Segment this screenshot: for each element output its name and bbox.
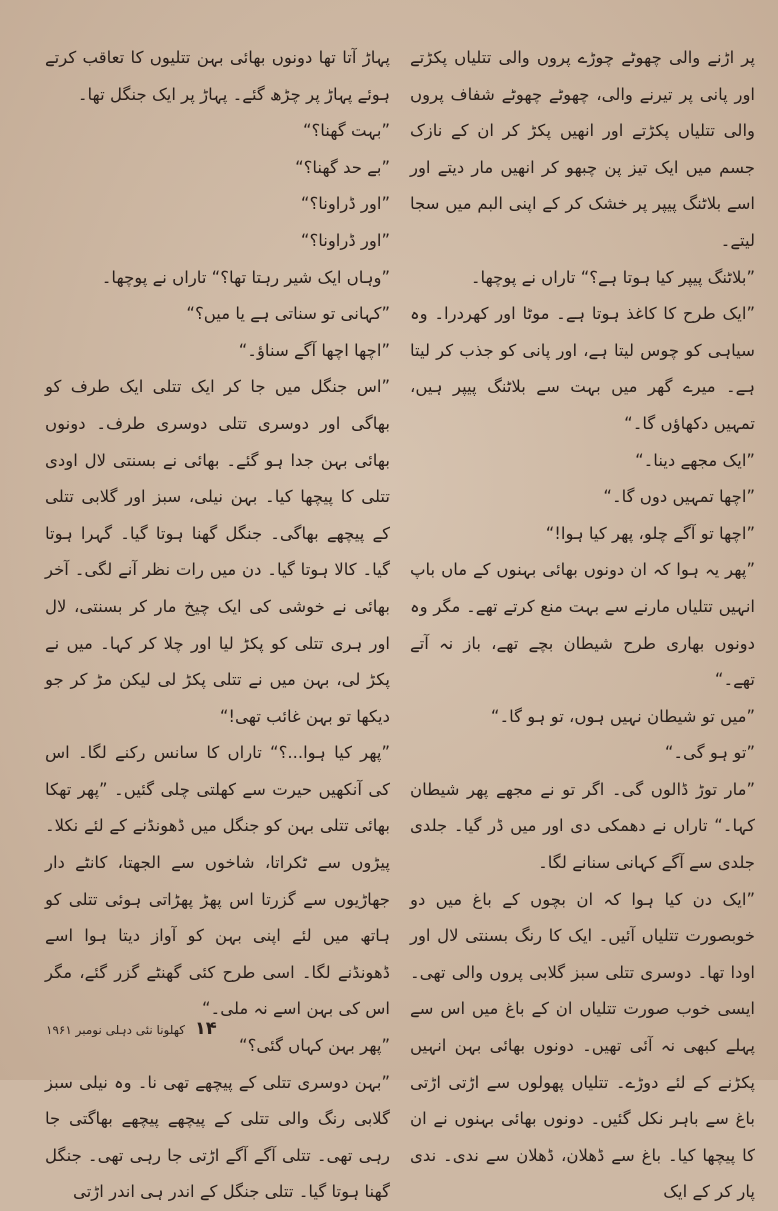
paragraph: ”وہاں ایک شیر رہتا تھا؟“ تاراں نے پوچھا۔ [101, 267, 390, 287]
paragraph: ”اور ڈراونا؟“ [300, 194, 390, 214]
paragraph: ”میں تو شیطان نہیں ہوں، تو ہو گا۔“ [490, 706, 755, 726]
publication-line: کھلونا نئی دہلی نومبر ۱۹۶۱ [46, 1023, 185, 1037]
page-number: ۱۴ [194, 1018, 217, 1039]
paragraph: ”اچھا تو آگے چلو، پھر کیا ہوا!“ [545, 523, 755, 543]
paragraph: ”بلاٹنگ پیپر کیا ہوتا ہے؟“ تاراں نے پوچھا۔ [470, 267, 755, 287]
paragraph: پہاڑ آتا تھا دونوں بھائی بہن تتلیوں کا تعاقب کرتے ہوئے پہاڑ پر چڑھ گئے۔ پہاڑ پر ایک جنگل تھا۔ [45, 48, 390, 104]
paragraph: ”پھر کیا ہوا...؟“ تاراں کا سانس رکنے لگا۔ اس کی آنکھیں حیرت سے کھلتی چلی گئیں۔ ”پھر تھکا بھائی تتلی بہن کو جنگل میں ڈھونڈنے کے لئے نکلا۔ پیڑوں سے ٹکراتا، شاخوں سے الجھتا، کانٹے دار جھاڑیوں سے گزرتا اس پھڑ پھڑاتی ہوئی تتلی کو ہاتھ میں لئے اپنی بہن کو آواز دیتا ہوا اسے ڈھونڈنے لگا۔ اسی طرح کئی گھنٹے گزر گئے، مگر اس کی بہن اسے نہ ملی۔“ [45, 743, 390, 1019]
paragraph: ”پھر یہ ہوا کہ ان دونوں بھائی بہنوں کے ماں باپ انہیں تتلیاں مارنے سے بہت منع کرتے تھے۔ مگر وہ دونوں بھاری طرح شیطان بچے تھے، باز نہ آتے تھے۔“ [410, 560, 755, 690]
page-footer [46, 1018, 217, 1039]
paragraph: پر اڑنے والی چھوٹے چوڑے پروں والی تتلیاں پکڑتے اور پانی پر تیرنے والی، چھوٹے چھوٹے شفاف پروں والی تتلیاں پکڑتے اور انھیں پکڑ کر ان کے نازک جسم میں ایک تیز پن چبھو کر انھیں مار دیتے اور اسے بلاٹنگ پیپر پر خشک کر کے اپنی البم میں سجا لیتے۔ [410, 48, 755, 250]
paragraph: ”ایک دن کیا ہوا کہ ان بچوں کے باغ میں دو خوبصورت تتلیاں آئیں۔ ایک کا رنگ بسنتی لال اور اودا تھا۔ دوسری تتلی سبز گلابی پروں والی تھی۔ ایسی خوب صورت تتلیاں ان کے باغ میں اس سے پہلے کبھی نہ آئی تھیں۔ دونوں بھائی بہن انہیں پکڑنے کے لئے دوڑے۔ تتلیاں پھولوں سے اڑتی اڑتی باغ سے باہر نکل گئیں۔ دونوں بھائی بہنوں نے ان کا پیچھا کیا۔ باغ سے ڈھلان، ڈھلان سے ندی۔ ندی پار کر کے ایک [410, 889, 755, 1202]
paragraph: ”بہت گھنا؟“ [302, 121, 390, 141]
paragraph: ”اس جنگل میں جا کر ایک تتلی ایک طرف کو بھاگی اور دوسری تتلی دوسری طرف۔ دونوں بھائی بہن جدا ہو گئے۔ بھائی نے بسنتی لال اودی تتلی کا پیچھا کیا۔ بہن نیلی، سبز اور گلابی تتلی کے پیچھے بھاگی۔ جنگل گھنا ہوتا گیا۔ گہرا ہوتا گیا۔ کالا ہوتا گیا۔ دن میں رات نظر آنے لگی۔ آخر بھائی نے خوشی کی ایک چیخ مار کر بسنتی، لال اور ہری تتلی کو پکڑ لیا اور چلا کر کہا۔ میں نے پکڑ لی، بہن میں نے تتلی پکڑ لی لیکن مڑ کر جو دیکھا تو بہن غائب تھی!“ [45, 377, 390, 726]
paragraph: ”پھر بہن کہاں گئی؟“ [239, 1036, 390, 1056]
paragraph: ”مار توڑ ڈالوں گی۔ اگر تو نے مجھے پھر شیطان کہا۔“ تاراں نے دھمکی دی اور میں ڈر گیا۔ جلدی جلدی سے آگے کہانی سنانے لگا۔ [410, 779, 755, 873]
paragraph: ”اچھا تمہیں دوں گا۔“ [603, 487, 755, 507]
right-text-column [410, 40, 755, 1211]
paragraph: ”ایک طرح کا کاغذ ہوتا ہے۔ موٹا اور کھردرا۔ وہ سیاہی کو چوس لیتا ہے، اور پانی کو جذب کر لیتا ہے۔ میرے گھر میں بہت سے بلاٹنگ پیپر ہیں، تمہیں دکھاؤں گا۔“ [410, 304, 755, 433]
paragraph: ”بے حد گھنا؟“ [295, 157, 390, 177]
paragraph: ”تو ہو گی۔“ [664, 743, 755, 763]
paragraph: ”اچھا اچھا آگے سناؤ۔“ [238, 340, 390, 360]
paragraph: ”کہانی تو سناتی ہے یا میں؟“ [186, 304, 390, 324]
paragraph: ”اور ڈراونا؟“ [300, 230, 390, 250]
paragraph: ”بہن دوسری تتلی کے پیچھے تھی نا۔ وہ نیلی سبز گلابی رنگ والی تتلی کے پیچھے پیچھے بھاگتی جا رہی تھی۔ تتلی آگے آگے اڑتی جا رہی تھی۔ جنگل گھنا ہوتا گیا۔ تتلی جنگل کے اندر ہی اندر اڑتی [45, 1072, 390, 1202]
paragraph: ”ایک مجھے دینا۔“ [635, 450, 755, 470]
